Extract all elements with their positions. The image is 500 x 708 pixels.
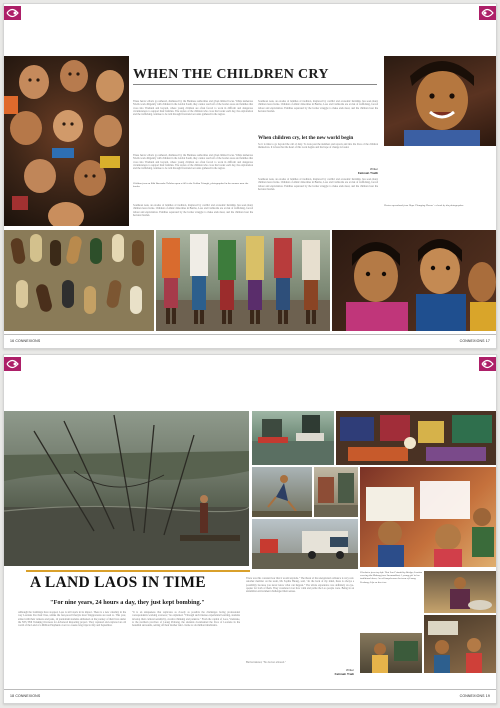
- byline-label: Writer: [346, 668, 354, 672]
- pull-quote: "For nine years, 24 hours a day, they just kept bombing.": [50, 599, 205, 606]
- body-column-1b: These heroic efforts go unheard, dismissed by the Burmese authorities and given limited focus. While numerous NGOs work diligently with children in the Global South, they cannot reach all of the border areas and families that cross into Thailand and beyond, where young children are often forced to work in difficult and dangerous circumstances to support their families. The stories of the children who cross the border each day, the exploitation and the trafficking continue to be told through first-hand accounts gathered in the region.: [133, 154, 253, 171]
- two-girls-photo: [332, 230, 497, 331]
- page-number-right: CONNEXIONS 17: [459, 339, 490, 343]
- byline: [324, 168, 378, 175]
- boys-playing-photo: [252, 467, 312, 517]
- intro-column-2: Southeast Asia, an exodus of families of tradition, displaced by conflict and economic hardship, has seen many children leave home. Children of ethnic minorities in Burma, Laos and Cambodia are at risk of trafficking, forced labour and exploitation. Families separated by the border struggle to make ends meet, and the children bear the heaviest burden.: [258, 100, 378, 113]
- truck-road-photo: [252, 519, 358, 569]
- market-colours-photo: [336, 411, 497, 465]
- children-group-photo: [4, 56, 129, 226]
- caption-right: Photos reproduced from Hope 'Changing Phases' - a book by the photographer.: [384, 204, 464, 207]
- article-headline: WHEN THE CHILDREN CRY: [133, 67, 329, 82]
- top-spread: [3, 3, 497, 349]
- article-headline-laos: A LAND LAOS IN TIME: [30, 574, 206, 591]
- intro-column-1: These heroic efforts go unheard, dismissed by the Burmese authorities and given limited focus. While numerous NGOs work diligently with children in the Global South, they cannot reach all of the border areas and families that cross into Thailand and beyond, where young children are often forced to work in difficult and dangerous circumstances to support their families. The stories of the children who cross the border each day, the exploitation and the trafficking continue to be told through first-hand accounts gathered in the region.: [133, 100, 253, 117]
- headline-underline: [26, 570, 250, 572]
- woman-cooking-photo: [424, 571, 497, 613]
- byline-laos: [296, 669, 354, 676]
- footer-rule: [4, 334, 496, 335]
- caption-left: Children from an Ikiki Bermuda Children upon a hill in the Golden Triangle, photographed in the summer near the border.: [133, 182, 249, 189]
- body-column-1c: Southeast Asia, an exodus of families of tradition, displaced by conflict and economic hardship, has seen many children leave home. Children of ethnic minorities in Burma, Laos and Cambodia are at risk of trafficking, forced labour and exploitation. Families separated by the border struggle to make ends meet, and the children bear the heaviest burden.: [133, 204, 253, 217]
- footer-rule: [4, 689, 496, 690]
- body-column-2b: Southeast Asia, an exodus of families of tradition, displaced by conflict and economic hardship, has seen many children leave home. Children of ethnic minorities in Burma, Laos and Cambodia are at risk of trafficking, forced labour and exploitation. Families separated by the border struggle to make ends meet, and the children bear the heaviest burden.: [258, 178, 378, 191]
- tab-ornament-icon: [4, 357, 21, 371]
- bottom-spread: [3, 354, 497, 704]
- laos-column-1: Although the bombings have stopped, Laos is still stuck in its impact. There is a new calamity in the way Laotians live their lives, unlike the fast-paced lifestyle most Singaporeans are used to. This year, armed with their cameras and pens, 14 journalism students embarked on the journey of their lives under the NTU Hill Trekking Overseas for Advanced Reporting project. They captured and explored an old world of the Land of a Million Elephants over two weeks long trips in July and September.: [18, 611, 126, 628]
- village-street-photo: [314, 467, 358, 517]
- closing-line: But he insisted, "No doctors allowed.": [246, 661, 286, 664]
- tab-ornament-icon: [4, 6, 21, 20]
- byline-name: Fatimah Trailli: [357, 170, 378, 175]
- headline-rule: [133, 84, 377, 85]
- bottom-small-photo: [360, 633, 422, 673]
- body-column-2: So it is time to go beyond the call of duty. To look past the numbers and reports and into the lives of the children themselves. It is here that the heart of this work begins and the hope of change is found.: [258, 143, 378, 150]
- laos-column-2: "It is an uniqueness that replicates as closely as possible the challenges facing professional correspondents working overseas," he explained. "Through such intense experiential learning, students develop their cultural sensitivity, creative thinking and patience." From the capital of Laos, Vientiane, to the northern province of Luang Prabang, the students documented the lives of Laotians in the beautiful surrounds, setting off their mother land - home to six million inhabitants.: [132, 611, 240, 628]
- photo-captions: Clockwise from top left: Thai Lao Friendship Bridge; Laotian crossing the Mekong from Savannakhet; A young girl in her traditional dress; An old temple near the town of Luang Prabang; Life on the river.: [360, 571, 422, 584]
- page-number-left: 16 CONNEXIONS: [10, 339, 41, 343]
- river-boats-photo: [252, 411, 334, 465]
- line-of-children-photo: [156, 230, 330, 331]
- section-subhead: When children cry, let the new world begin: [258, 135, 354, 141]
- tab-ornament-icon: [479, 357, 496, 371]
- byline-label: Writer: [370, 167, 378, 171]
- children-with-books-photo: [360, 467, 497, 567]
- page-number-left: 18 CONNEXIONS: [10, 694, 41, 698]
- tab-ornament-icon: [479, 6, 496, 20]
- byline-name: Fatimah Traili: [334, 671, 354, 676]
- smiling-child-photo: [384, 56, 497, 146]
- river-fishing-photo: [4, 411, 249, 566]
- page-number-right: CONNEXIONS 19: [459, 694, 490, 698]
- sandals-photo: [4, 230, 154, 331]
- children-on-floor-photo: [424, 615, 497, 673]
- laos-column-3: There was this constant fear that it would explode." The threat of the unexploded ordnance is very real. Another member on the team, Ms Sophia Huang, said, "At the back of my mind, there is always a possibility because you never know what can happen." The whole experience was definitely an eye-opener for both of them. They wondered over how calm and polite the Lao people were. Being in an unfamiliar environment challenged their senses.: [246, 577, 354, 594]
